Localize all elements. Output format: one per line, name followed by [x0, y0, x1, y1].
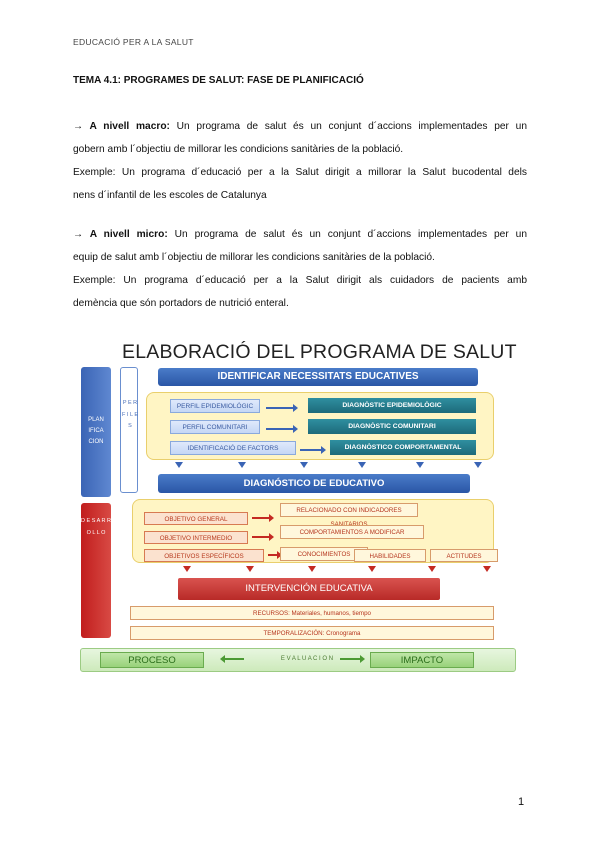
micro-paragraph: [73, 223, 527, 315]
page-number: 1: [518, 796, 525, 808]
arrow-right-icon: [252, 517, 270, 519]
diagnostic-epidemiologic: DIAGNÒSTIC EPIDEMIOLÒGIC: [308, 398, 476, 413]
arrow-right-icon: [300, 449, 322, 451]
running-header: EDUCACIÓ PER A LA SALUT: [73, 37, 194, 47]
arrow-down-icon: [183, 566, 191, 572]
macro-line1: Un programa de salut és un conjunt d´accions implementades per un: [176, 121, 527, 132]
arrow-right-icon: [340, 658, 360, 660]
desarrollo-label: D E S A R R O L L O: [81, 518, 111, 536]
macro-example1: Exemple: Un programa d´educació per a la Salut dirigit a millorar la Salut bucodental dels: [73, 167, 527, 178]
desarrollo-sidebar: [81, 503, 111, 638]
arrow-right-head-icon: [360, 655, 365, 663]
micro-label: → A nivell micro:: [73, 229, 168, 240]
perfiles-label: P E R F I L E S: [122, 400, 138, 429]
arrow-down-icon: [416, 462, 424, 468]
diagnostico-educativo-bar: DIAGNÓSTICO DE EDUCATIVO: [158, 474, 470, 493]
impacto-box: IMPACTO: [370, 652, 474, 668]
arrow-down-icon: [428, 566, 436, 572]
diagram-title: ELABORACIÓ DEL PROGRAMA DE SALUT: [122, 341, 517, 363]
perfil-comunitari: PERFIL COMUNITARI: [170, 420, 260, 434]
arrow-down-icon: [358, 462, 366, 468]
arrow-right-icon: [252, 536, 270, 538]
comportamientos-modificar: COMPORTAMIENTOS A MODIFICAR: [280, 525, 424, 539]
objetivos-especificos: OBJETIVOS ESPECÍFICOS: [144, 549, 264, 562]
micro-line1: Un programa de salut és un conjunt d´accions implementades per un: [174, 229, 527, 240]
conocimientos: CONOCIMIENTOS: [280, 547, 368, 561]
arrow-down-icon: [246, 566, 254, 572]
identificacio-factors: IDENTIFICACIÓ DE FACTORS: [170, 441, 296, 455]
program-diagram: [78, 333, 522, 681]
relacionado-indicadores: RELACIONADO CON INDICADORES: [280, 503, 418, 517]
arrow-left-icon: [224, 658, 244, 660]
arrow-down-icon: [300, 462, 308, 468]
proceso-box: PROCESO: [100, 652, 204, 668]
diagnostic-comunitari: DIAGNÒSTIC COMUNITARI: [308, 419, 476, 434]
temporalizacion-bar: TEMPORALIZACIÓN: Cronograma: [130, 626, 494, 640]
macro-paragraph: [73, 115, 527, 207]
habilidades: HABILIDADES: [354, 549, 426, 562]
macro-line2: gobern amb l´objectiu de millorar les condicions sanitàries de la població.: [73, 144, 404, 155]
arrow-right-icon: [268, 554, 278, 556]
intervencion-educativa-bar: INTERVENCIÓN EDUCATIVA: [178, 578, 440, 600]
macro-example2: nens d´infantil de les escoles de Catalunya: [73, 190, 267, 201]
perfiles-sidebar: [120, 367, 138, 493]
diagnostic-comportamental: DIAGNÒSTICO COMPORTAMENTAL: [330, 440, 476, 455]
arrow-right-icon: [266, 407, 294, 409]
arrow-down-icon: [308, 566, 316, 572]
macro-label: → A nivell macro:: [73, 121, 170, 132]
evaluacion-label: E V A L U A C I O N: [280, 656, 334, 662]
arrow-down-icon: [368, 566, 376, 572]
planificacion-sidebar: [81, 367, 111, 497]
micro-example1: Exemple: Un programa d´educació per a la Salut dirigit als cuidadors de pacients amb: [73, 275, 527, 286]
planificacion-label: PLAN IFICA CION: [88, 417, 104, 445]
arrow-down-icon: [175, 462, 183, 468]
arrow-down-icon: [238, 462, 246, 468]
arrow-right-icon: [266, 428, 294, 430]
perfil-epidemiologic: PERFIL EPIDEMIOLÓGIC: [170, 399, 260, 413]
objetivo-general: OBJETIVO GENERAL: [144, 512, 248, 525]
recursos-bar: RECURSOS: Materiales, humanos, tiempo: [130, 606, 494, 620]
actitudes: ACTITUDES: [430, 549, 498, 562]
arrow-down-icon: [483, 566, 491, 572]
micro-line2: equip de salut amb l´objectiu de millorar les condicions sanitàries de la població.: [73, 252, 435, 263]
arrow-down-icon: [474, 462, 482, 468]
objetivo-intermedio: OBJETIVO INTERMEDIO: [144, 531, 248, 544]
micro-example2: demència que són portadors de nutrició enteral.: [73, 298, 289, 309]
identificar-bar: IDENTIFICAR NECESSITATS EDUCATIVES: [158, 368, 478, 386]
arrow-left-head-icon: [220, 655, 225, 663]
page-title: TEMA 4.1: PROGRAMES DE SALUT: FASE DE PLANIFICACIÓ: [73, 75, 364, 86]
